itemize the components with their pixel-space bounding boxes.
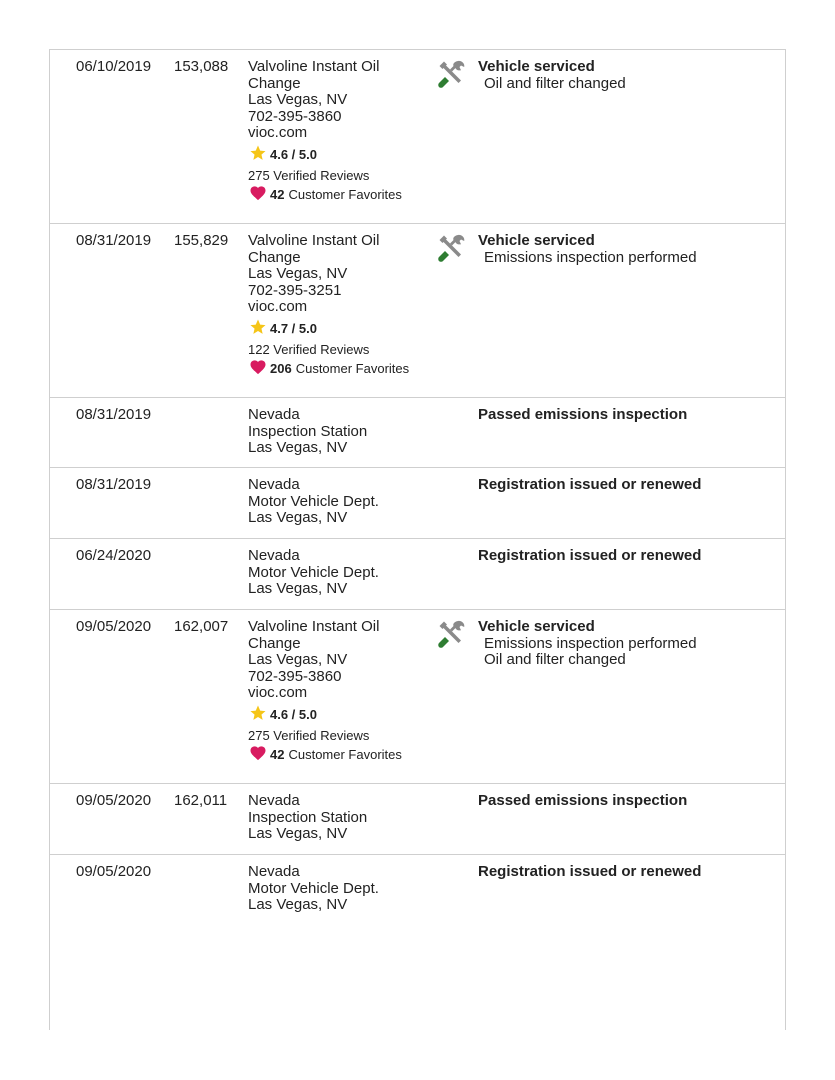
record-detail-item: Emissions inspection performed <box>484 248 697 266</box>
record-title: Passed emissions inspection <box>478 792 688 809</box>
record-detail-item: Oil and filter changed <box>484 74 626 92</box>
record-details <box>478 407 687 424</box>
record-title: Vehicle serviced <box>478 58 595 75</box>
wrench-screwdriver-icon <box>436 618 468 650</box>
star-icon <box>248 318 268 341</box>
source-name: Valvoline Instant Oil <box>248 618 380 635</box>
favorites-label: Customer Favorites <box>288 747 402 762</box>
source-name: Nevada <box>248 863 300 880</box>
table-row <box>50 539 785 610</box>
source-line: Las Vegas, NV <box>248 896 348 913</box>
source-line: Motor Vehicle Dept. <box>248 563 379 581</box>
source-name: Nevada <box>248 792 300 809</box>
source-line: Las Vegas, NV <box>248 580 348 597</box>
source-line: Inspection Station <box>248 808 368 826</box>
source-line: vioc.com <box>248 684 308 701</box>
source-line: Las Vegas, NV <box>248 91 348 108</box>
source-line: vioc.com <box>248 298 308 315</box>
record-source <box>248 407 433 457</box>
customer-favorites <box>248 358 433 381</box>
star-icon <box>248 704 268 727</box>
record-odometer: 162,007 <box>174 618 229 635</box>
source-line: Las Vegas, NV <box>248 509 348 526</box>
record-details <box>478 477 701 494</box>
star-icon <box>248 144 268 167</box>
table-row <box>50 784 785 855</box>
record-date: 06/24/2020 <box>76 547 152 564</box>
record-detail-item: Emissions inspection performed <box>484 634 697 652</box>
source-line: Las Vegas, NV <box>248 439 348 456</box>
source-name: Valvoline Instant Oil <box>248 232 380 249</box>
table-row <box>50 50 785 224</box>
record-title: Vehicle serviced <box>478 232 595 249</box>
table-row <box>50 468 785 539</box>
heart-icon <box>248 358 268 381</box>
heart-icon <box>248 184 268 207</box>
record-title: Vehicle serviced <box>478 618 595 635</box>
wrench-screwdriver-icon <box>436 232 468 264</box>
record-date: 08/31/2019 <box>76 406 152 423</box>
source-line: Change <box>248 634 301 652</box>
table-row <box>50 398 785 468</box>
table-row <box>50 855 785 935</box>
source-line: Inspection Station <box>248 422 368 440</box>
favorites-count: 42 <box>270 187 285 202</box>
record-source <box>248 477 433 527</box>
source-name: Nevada <box>248 406 300 423</box>
record-details <box>478 793 687 810</box>
record-detail-item: Oil and filter changed <box>484 651 626 668</box>
record-source <box>248 864 433 914</box>
source-name: Nevada <box>248 476 300 493</box>
record-title: Registration issued or renewed <box>478 476 702 493</box>
record-odometer: 153,088 <box>174 58 229 75</box>
record-details <box>478 864 701 881</box>
record-details <box>478 59 626 92</box>
record-source <box>248 548 433 598</box>
source-line: Motor Vehicle Dept. <box>248 492 379 510</box>
source-line: 702-395-3860 <box>248 667 342 685</box>
record-date: 08/31/2019 <box>76 476 152 493</box>
record-date: 06/10/2019 <box>76 58 152 75</box>
customer-favorites <box>248 744 433 767</box>
record-details <box>478 619 697 669</box>
record-details <box>478 548 701 565</box>
verified-reviews: 275 Verified Reviews <box>248 167 370 183</box>
source-line: vioc.com <box>248 124 308 141</box>
favorites-count: 42 <box>270 747 285 762</box>
source-line: Las Vegas, NV <box>248 265 348 282</box>
record-title: Registration issued or renewed <box>478 863 702 880</box>
record-title: Passed emissions inspection <box>478 406 688 423</box>
record-date: 08/31/2019 <box>76 232 152 249</box>
record-odometer: 162,011 <box>174 792 228 809</box>
source-name: Valvoline Instant Oil <box>248 58 380 75</box>
source-line: Las Vegas, NV <box>248 825 348 842</box>
source-line: Las Vegas, NV <box>248 651 348 668</box>
verified-reviews: 275 Verified Reviews <box>248 727 370 743</box>
record-details <box>478 233 697 266</box>
rating <box>248 144 433 167</box>
record-title: Registration issued or renewed <box>478 547 702 564</box>
source-line: Change <box>248 74 301 92</box>
wrench-screwdriver-icon <box>436 58 468 90</box>
record-date: 09/05/2020 <box>76 792 152 809</box>
favorites-count: 206 <box>270 361 292 376</box>
rating-value: 4.7 / 5.0 <box>270 321 317 336</box>
table-right-border <box>785 50 786 1030</box>
verified-reviews: 122 Verified Reviews <box>248 341 370 357</box>
rating-value: 4.6 / 5.0 <box>270 147 317 162</box>
source-line: Change <box>248 248 301 266</box>
record-date: 09/05/2020 <box>76 863 152 880</box>
customer-favorites <box>248 184 433 207</box>
table-row <box>50 224 785 398</box>
table-row <box>50 610 785 784</box>
record-date: 09/05/2020 <box>76 618 152 635</box>
favorites-label: Customer Favorites <box>295 361 410 376</box>
rating <box>248 704 433 727</box>
heart-icon <box>248 744 268 767</box>
source-line: 702-395-3860 <box>248 107 342 125</box>
record-odometer: 155,829 <box>174 232 229 249</box>
favorites-label: Customer Favorites <box>288 187 402 202</box>
rating-value: 4.6 / 5.0 <box>270 707 317 722</box>
record-source <box>248 793 433 843</box>
record-source <box>248 59 433 207</box>
history-table <box>50 50 785 935</box>
record-source <box>248 233 433 381</box>
source-name: Nevada <box>248 547 300 564</box>
source-line: Motor Vehicle Dept. <box>248 879 379 897</box>
source-line: 702-395-3251 <box>248 281 342 299</box>
rating <box>248 318 433 341</box>
record-source <box>248 619 433 767</box>
